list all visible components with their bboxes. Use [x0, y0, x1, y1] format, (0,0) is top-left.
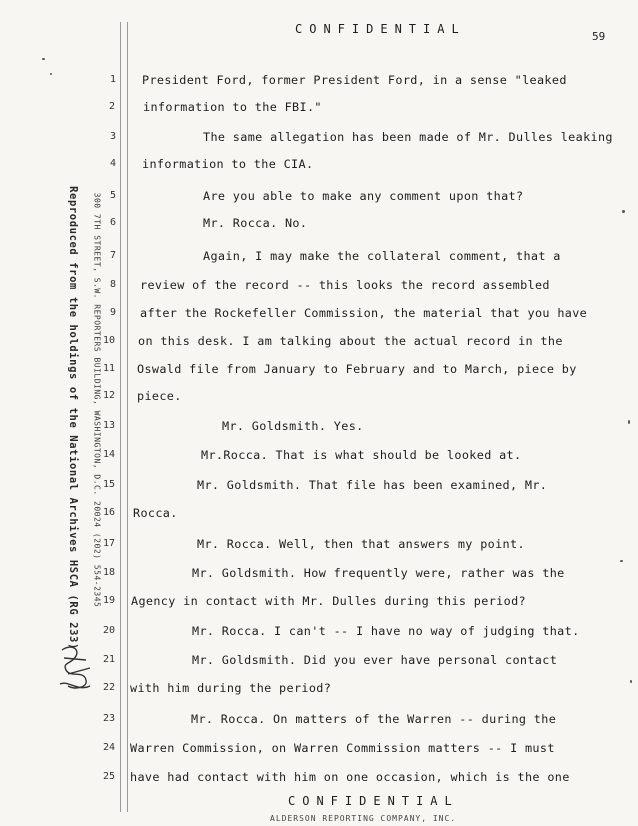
line-number: 16 [102, 507, 116, 518]
line-number: 23 [102, 713, 116, 724]
transcript-line: piece. [137, 389, 182, 403]
scan-speck [42, 58, 45, 60]
transcript-line: Mr. Goldsmith. That file has been examined, Mr. [197, 478, 548, 492]
signature-scribble-icon [56, 640, 96, 696]
scan-speck [628, 420, 630, 424]
transcript-line: Mr. Rocca. I can't -- I have no way of judging that. [192, 624, 580, 638]
line-number: 13 [102, 420, 116, 431]
transcript-line: Agency in contact with Mr. Dulles during this period? [131, 594, 526, 608]
transcript-line: Mr. Goldsmith. Yes. [222, 419, 364, 433]
transcript-line: after the Rockefeller Commission, the material that you have [140, 306, 588, 320]
transcript-line: Mr. Rocca. On matters of the Warren -- during the [191, 712, 557, 726]
transcript-line: information to the FBI." [143, 100, 322, 114]
transcript-line: Mr. Rocca. Well, then that answers my point. [197, 537, 525, 551]
page-number: 59 [592, 30, 606, 43]
transcript-line: President Ford, former President Ford, in a sense "leaked [142, 73, 567, 87]
transcript-line: Oswald file from January to February and to March, piece by [137, 362, 577, 376]
line-number: 14 [102, 449, 116, 460]
reporter-footer: ALDERSON REPORTING COMPANY, INC. [270, 814, 457, 823]
transcript-line: review of the record -- this looks the record assembled [140, 278, 550, 292]
line-number: 18 [102, 567, 116, 578]
scan-speck [622, 210, 625, 213]
transcript-line: Rocca. [133, 506, 178, 520]
transcript-line: Mr. Goldsmith. Did you ever have personal contact [192, 653, 558, 667]
line-number: 6 [109, 217, 117, 228]
line-number: 22 [102, 682, 116, 693]
line-number: 10 [102, 335, 116, 346]
line-number: 4 [109, 158, 117, 169]
transcript-line: Mr. Rocca. No. [203, 216, 308, 230]
transcript-line: have had contact with him on one occasion, which is the one [130, 770, 570, 784]
archive-note: Reproduced from the holdings of the National Archives HSCA (RG 233) [67, 186, 79, 650]
line-number: 8 [109, 279, 117, 290]
scan-speck [630, 680, 632, 683]
scan-speck [50, 73, 52, 75]
transcript-line: with him during the period? [130, 681, 332, 695]
line-number: 9 [109, 307, 117, 318]
line-number: 12 [102, 390, 116, 401]
line-number: 20 [102, 625, 116, 636]
left-margin-rule-inner [127, 22, 128, 812]
line-number: 1 [109, 74, 117, 85]
transcript-line: Mr.Rocca. That is what should be looked at. [201, 448, 522, 462]
transcript-line: on this desk. I am talking about the actual record in the [138, 334, 563, 348]
transcript-line: Mr. Goldsmith. How frequently were, rather was the [192, 566, 565, 580]
line-number: 24 [102, 742, 116, 753]
transcript-line: Are you able to make any comment upon that? [203, 189, 524, 203]
transcript-line: Again, I may make the collateral comment, that a [203, 249, 561, 263]
line-number: 7 [109, 250, 117, 261]
line-number: 17 [102, 538, 116, 549]
line-number: 2 [108, 101, 116, 112]
confidential-footer: CONFIDENTIAL [288, 794, 459, 808]
line-number: 11 [102, 363, 116, 374]
line-number: 5 [109, 190, 117, 201]
line-number: 25 [102, 771, 116, 782]
scan-speck [620, 560, 623, 562]
transcript-line: The same allegation has been made of Mr. Dulles leaking [203, 130, 613, 144]
reporter-address: 300 7TH STREET, S.W. REPORTERS BUILDING, WASHINGTON, D.C. 20024 (202) 554-2345 [92, 192, 102, 608]
line-number: 21 [102, 654, 116, 665]
transcript-line: information to the CIA. [142, 157, 314, 171]
line-number: 19 [102, 595, 116, 606]
line-number: 15 [102, 479, 116, 490]
transcript-line: Warren Commission, on Warren Commission matters -- I must [130, 741, 555, 755]
confidential-header: CONFIDENTIAL [295, 22, 466, 36]
line-number: 3 [109, 131, 117, 142]
